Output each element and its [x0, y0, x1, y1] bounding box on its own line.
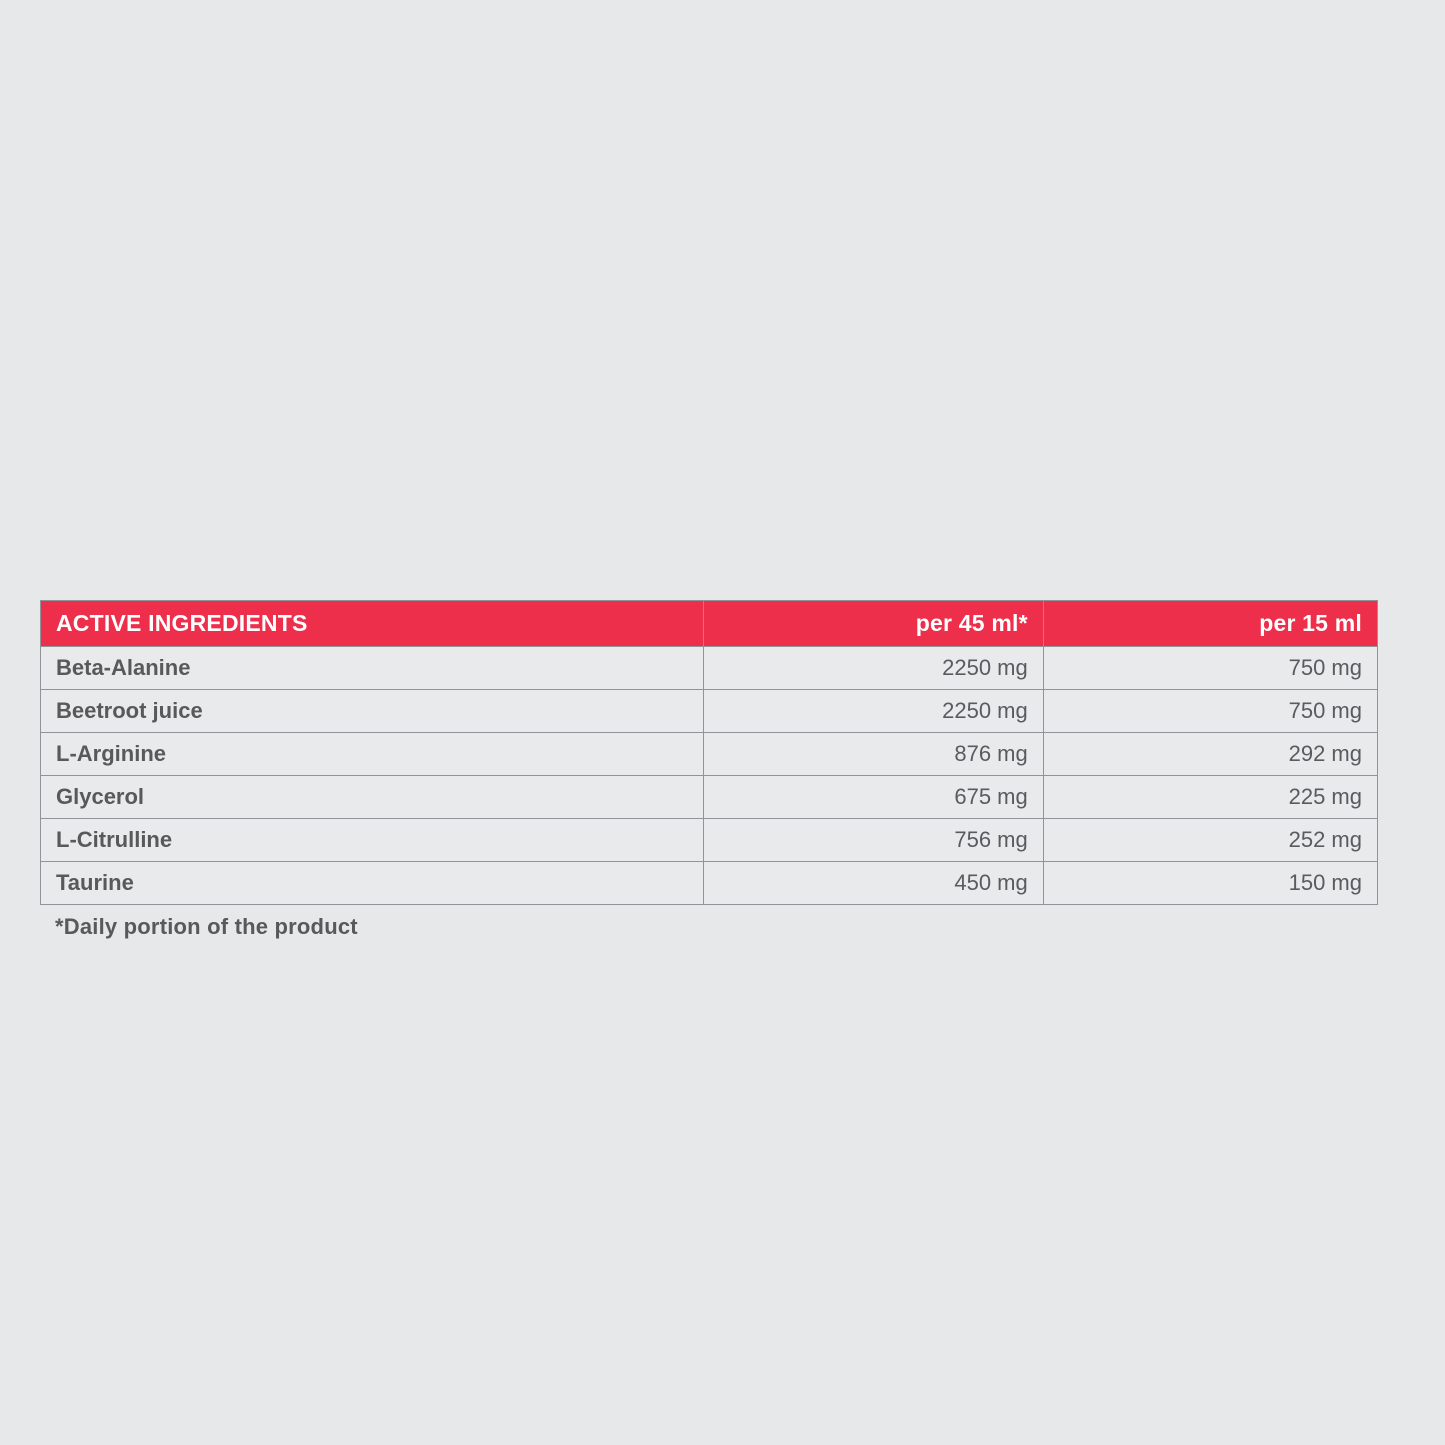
value-per-45ml: 756 mg — [704, 819, 1044, 862]
table-row — [41, 733, 1378, 776]
value-per-15ml: 225 mg — [1043, 776, 1377, 819]
value-per-15ml: 292 mg — [1043, 733, 1377, 776]
ingredient-name: Glycerol — [41, 776, 704, 819]
ingredient-name: L-Citrulline — [41, 819, 704, 862]
ingredients-panel — [40, 600, 1378, 940]
table-row — [41, 819, 1378, 862]
header-row — [41, 601, 1378, 647]
value-per-45ml: 675 mg — [704, 776, 1044, 819]
value-per-15ml: 150 mg — [1043, 862, 1377, 905]
ingredient-name: Beta-Alanine — [41, 647, 704, 690]
header-per-15ml: per 15 ml — [1043, 601, 1377, 647]
header-per-45ml: per 45 ml* — [704, 601, 1044, 647]
value-per-45ml: 2250 mg — [704, 690, 1044, 733]
ingredients-table — [40, 600, 1378, 905]
value-per-15ml: 750 mg — [1043, 647, 1377, 690]
ingredient-name: L-Arginine — [41, 733, 704, 776]
table-row — [41, 862, 1378, 905]
header-active-ingredients: ACTIVE INGREDIENTS — [41, 601, 704, 647]
table-row — [41, 776, 1378, 819]
value-per-45ml: 2250 mg — [704, 647, 1044, 690]
table-row — [41, 647, 1378, 690]
value-per-45ml: 450 mg — [704, 862, 1044, 905]
value-per-15ml: 252 mg — [1043, 819, 1377, 862]
footnote: *Daily portion of the product — [55, 914, 358, 939]
value-per-45ml: 876 mg — [704, 733, 1044, 776]
value-per-15ml: 750 mg — [1043, 690, 1377, 733]
ingredient-name: Taurine — [41, 862, 704, 905]
table-row — [41, 690, 1378, 733]
ingredient-name: Beetroot juice — [41, 690, 704, 733]
